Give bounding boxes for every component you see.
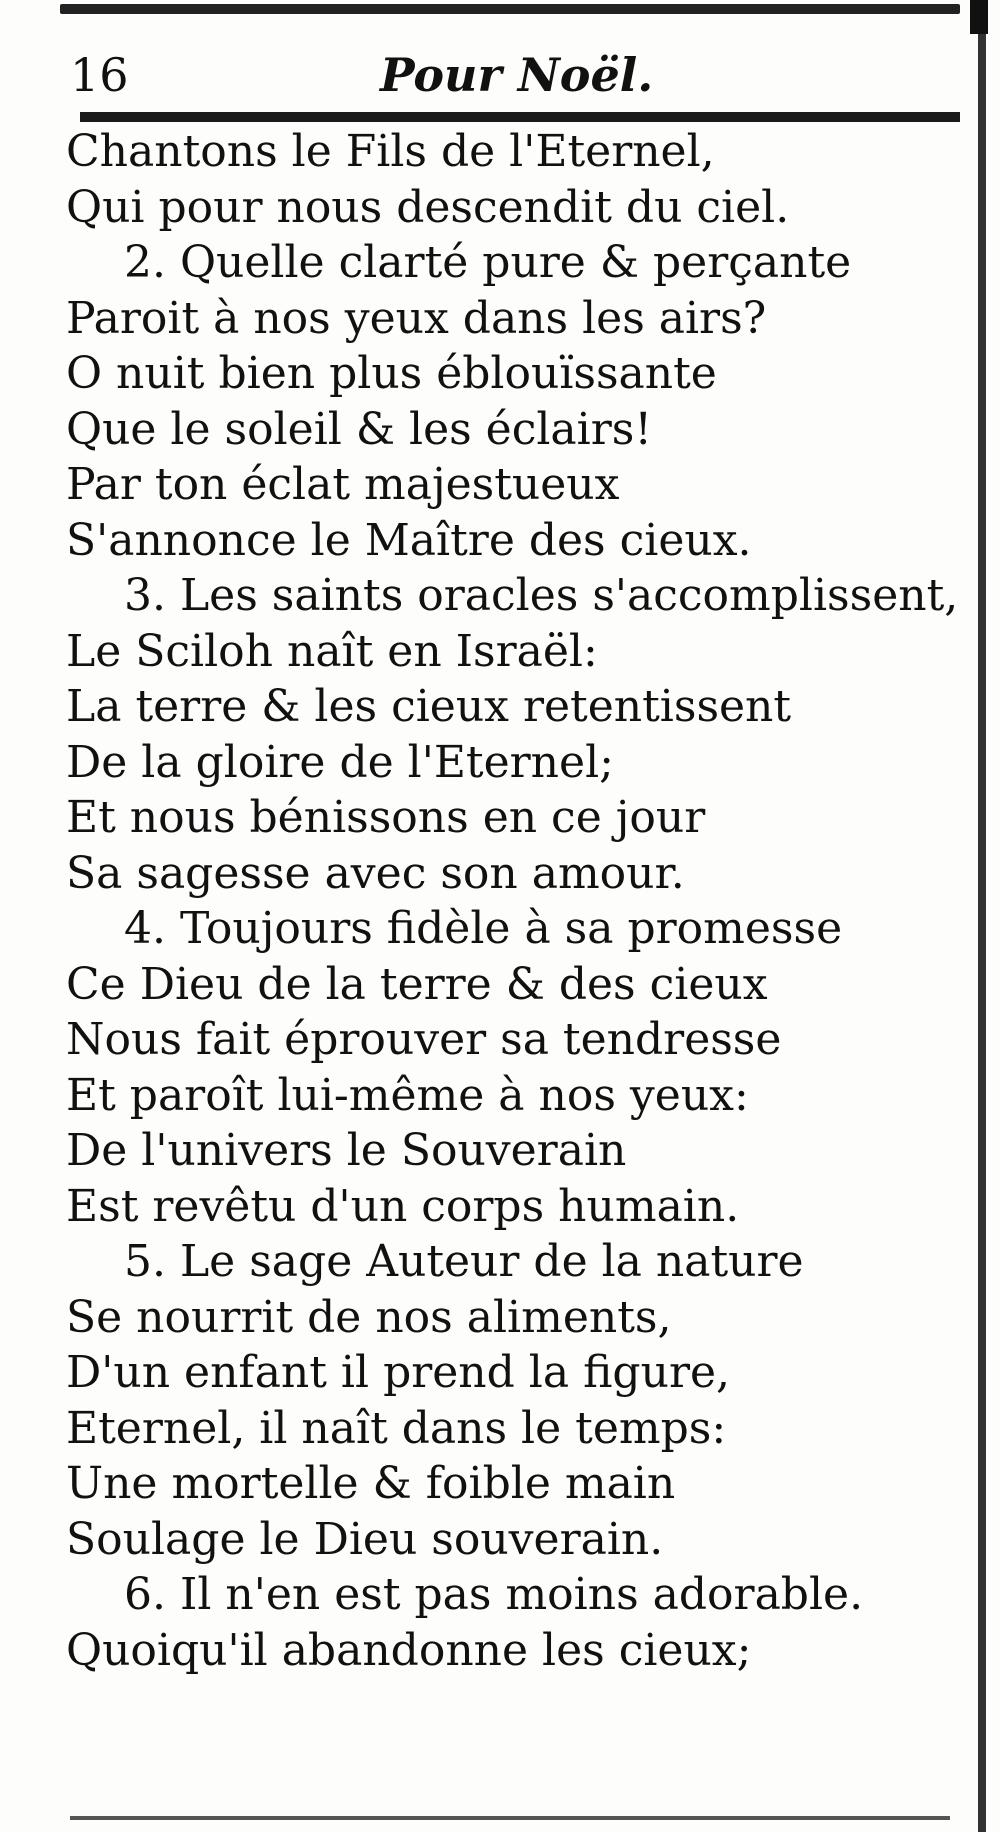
verse-line: De la gloire de l'Eternel; [66, 736, 614, 788]
corner-mark [970, 0, 988, 34]
bottom-rule [70, 1816, 950, 1820]
verse-line: Paroit à nos yeux dans les airs? [66, 292, 767, 344]
header-rule [80, 112, 960, 122]
verse-line: De l'univers le Souverain [66, 1125, 627, 1176]
verse-line: Chantons le Fils de l'Eternel, [66, 126, 715, 177]
verse-line: S'annonce le Maître des cieux. [66, 514, 752, 566]
top-page-edge [60, 4, 960, 14]
verse-line: Se nourrit de nos aliments, [66, 1291, 672, 1343]
verse-line: Qui pour nous descendit du ciel. [66, 181, 790, 233]
verse-line: Que le soleil & les éclairs! [66, 403, 653, 455]
verse-line: D'un enfant il prend la figure, [66, 1347, 730, 1398]
page-number: 16 [70, 48, 129, 102]
verse-line: 2. Quelle clarté pure & perçante [124, 237, 852, 288]
verse-line: O nuit bien plus éblouïssante [66, 348, 717, 399]
verse-line: 4. Toujours fidèle à sa promesse [124, 903, 843, 954]
verse-line: Une mortelle & foible main [66, 1458, 676, 1509]
verse-line: Et nous bénissons en ce jour [66, 792, 706, 843]
verse-line: Ce Dieu de la terre & des cieux [66, 958, 768, 1010]
verse-line: Eternel, il naît dans le temps: [66, 1402, 727, 1454]
verse-line: Quoiqu'il abandonne les cieux; [66, 1624, 752, 1676]
page-header [70, 40, 960, 110]
verse-line: Soulage le Dieu souverain. [66, 1513, 664, 1565]
running-title: Pour Noël. [380, 48, 654, 102]
verse-line: La terre & les cieux retentissent [66, 681, 792, 732]
verse-line: Le Sciloh naît en Israël: [66, 625, 598, 677]
verse-line: Est revêtu d'un corps humain. [66, 1180, 740, 1232]
verse-line: Nous fait éprouver sa tendresse [66, 1014, 782, 1065]
hymn-text [66, 124, 966, 1678]
verse-line: Par ton éclat majestueux [66, 459, 620, 510]
verse-line: Et paroît lui-même à nos yeux: [66, 1069, 749, 1121]
verse-line: 6. Il n'en est pas moins adorable. [124, 1569, 864, 1620]
verse-line: 3. Les saints oracles s'accomplissent, [124, 570, 959, 621]
verse-line: 5. Le sage Auteur de la nature [124, 1236, 804, 1287]
right-page-edge [978, 0, 986, 1832]
verse-line: Sa sagesse avec son amour. [66, 847, 685, 899]
